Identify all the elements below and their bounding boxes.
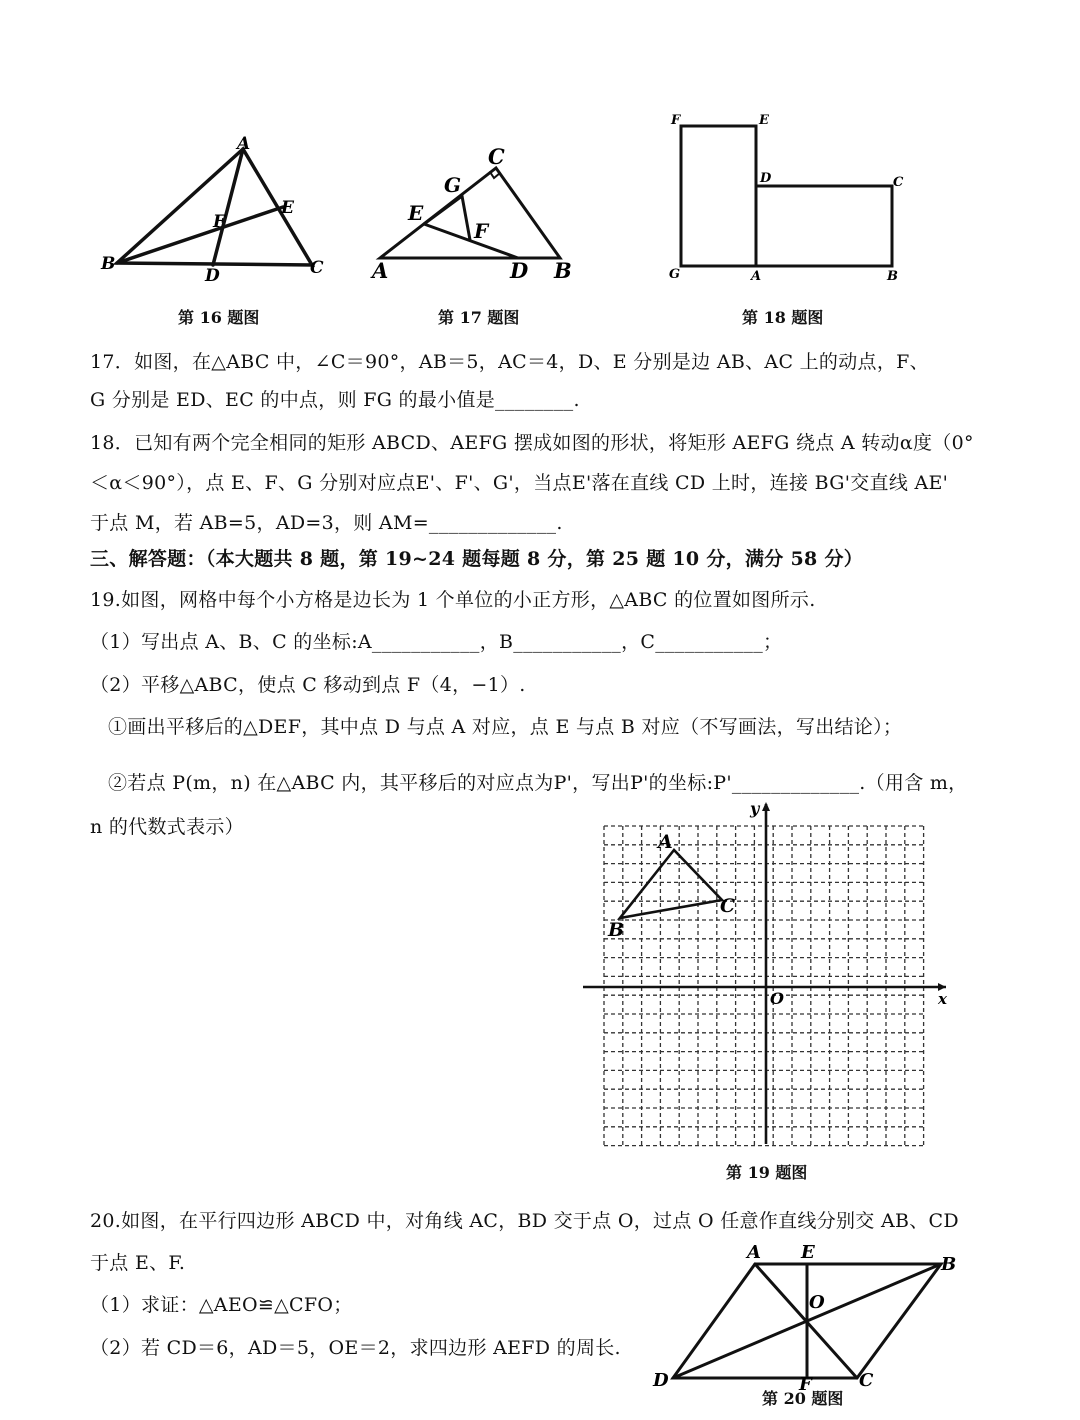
q19-part-2: （2）平移△ABC，使点 C 移动到点 F（4，−1）. (90, 674, 526, 696)
fig17-label-f: F (474, 219, 489, 243)
q17-line-2: G 分别是 ED、EC 的中点，则 FG 的最小值是________. (90, 389, 580, 411)
fig20-label-o: O (809, 1292, 825, 1313)
fig19-label-c: C (720, 895, 736, 917)
figure-19 (578, 796, 954, 1156)
fig17-caption: 第 17 题图 (438, 308, 520, 327)
fig20-label-f: F (799, 1374, 812, 1390)
q20-stem-1: 20.如图，在平行四边形 ABCD 中，对角线 AC，BD 交于点 O，过点 O 任意作直线分别交 AB、CD (90, 1210, 959, 1232)
fig20-caption: 第 20 题图 (762, 1389, 844, 1408)
fig20-label-c: C (859, 1370, 874, 1390)
fig17-label-a: A (372, 258, 389, 283)
fig19-axis-y: y (750, 799, 760, 818)
q20-part-2: （2）若 CD＝6，AD＝5，OE＝2，求四边形 AEFD 的周长. (90, 1337, 621, 1359)
fig18-caption: 第 18 题图 (742, 308, 824, 327)
fig20-label-b: B (941, 1254, 957, 1275)
figure-16 (95, 135, 340, 285)
fig19-axis-x: x (938, 990, 947, 1008)
q19-stem: 19.如图，网格中每个小方格是边长为 1 个单位的小正方形，△ABC 的位置如图所示. (90, 589, 816, 611)
figure-18 (665, 108, 910, 286)
fig17-label-c: C (488, 144, 505, 169)
q20-stem-2: 于点 E、F. (90, 1252, 186, 1274)
fig20-label-a: A (747, 1242, 761, 1263)
fig16-label-f: F (213, 212, 226, 232)
fig18-label-e: E (759, 113, 769, 128)
fig16-caption: 第 16 题图 (178, 308, 260, 327)
fig18-label-f: F (671, 113, 681, 128)
fig20-label-e: E (801, 1242, 815, 1263)
q19-sub-2: ②若点 P(m，n) 在△ABC 内，其平移后的对应点为P'，写出P'的坐标:P'_____________.（用含 m， (108, 772, 968, 794)
fig16-label-a: A (237, 135, 251, 154)
fig20-label-d: D (653, 1370, 669, 1390)
fig19-caption: 第 19 题图 (726, 1163, 808, 1182)
q20-part-1: （1）求证：△AEO≌△CFO； (90, 1294, 353, 1316)
fig16-label-b: B (101, 254, 116, 274)
q19-sub-1: ①画出平移后的△DEF，其中点 D 与点 A 对应，点 E 与点 B 对应（不写画法，写出结论）； (108, 716, 903, 738)
fig18-label-g: G (669, 267, 681, 282)
fig16-label-e: E (281, 198, 294, 218)
fig19-label-a: A (658, 831, 673, 853)
q19-sub-2b: n 的代数式表示） (90, 816, 244, 838)
fig16-label-d: D (205, 266, 220, 285)
fig17-label-d: D (510, 258, 529, 283)
fig17-label-b: B (554, 258, 572, 283)
fig18-label-d: D (760, 171, 772, 186)
q18-line-3: 于点 M，若 AB=5，AD=3，则 AM=_____________. (90, 512, 563, 534)
fig18-label-c: C (893, 175, 904, 190)
figure-17 (368, 140, 588, 285)
fig19-label-b: B (608, 919, 625, 941)
q18-line-2: ＜α＜90°），点 E、F、G 分别对应点E'、F'、G'，当点E'落在直线 CD 上时，连接 BG'交直线 AE' (90, 472, 949, 494)
fig17-label-g: G (444, 173, 462, 197)
q17-line-1: 17．如图，在△ABC 中，∠C＝90°，AB＝5，AC＝4，D、E 分别是边 AB、AC 上的动点，F、 (90, 351, 929, 373)
fig18-label-b: B (887, 269, 898, 284)
section-3-heading: 三、解答题：（本大题共 8 题，第 19~24 题每题 8 分，第 25 题 10 分，满分 58 分） (90, 548, 864, 570)
figure-20 (645, 1240, 965, 1390)
fig17-label-e: E (408, 201, 424, 225)
q18-line-1: 18．已知有两个完全相同的矩形 ABCD、AEFG 摆成如图的形状，将矩形 AEFG 绕点 A 转动α度（0° (90, 432, 974, 454)
fig19-origin: O (770, 989, 784, 1008)
fig18-label-a: A (751, 269, 762, 284)
fig16-label-c: C (310, 258, 324, 278)
q19-part-1: （1）写出点 A、B、C 的坐标:A___________，B___________，C___________； (90, 631, 783, 653)
